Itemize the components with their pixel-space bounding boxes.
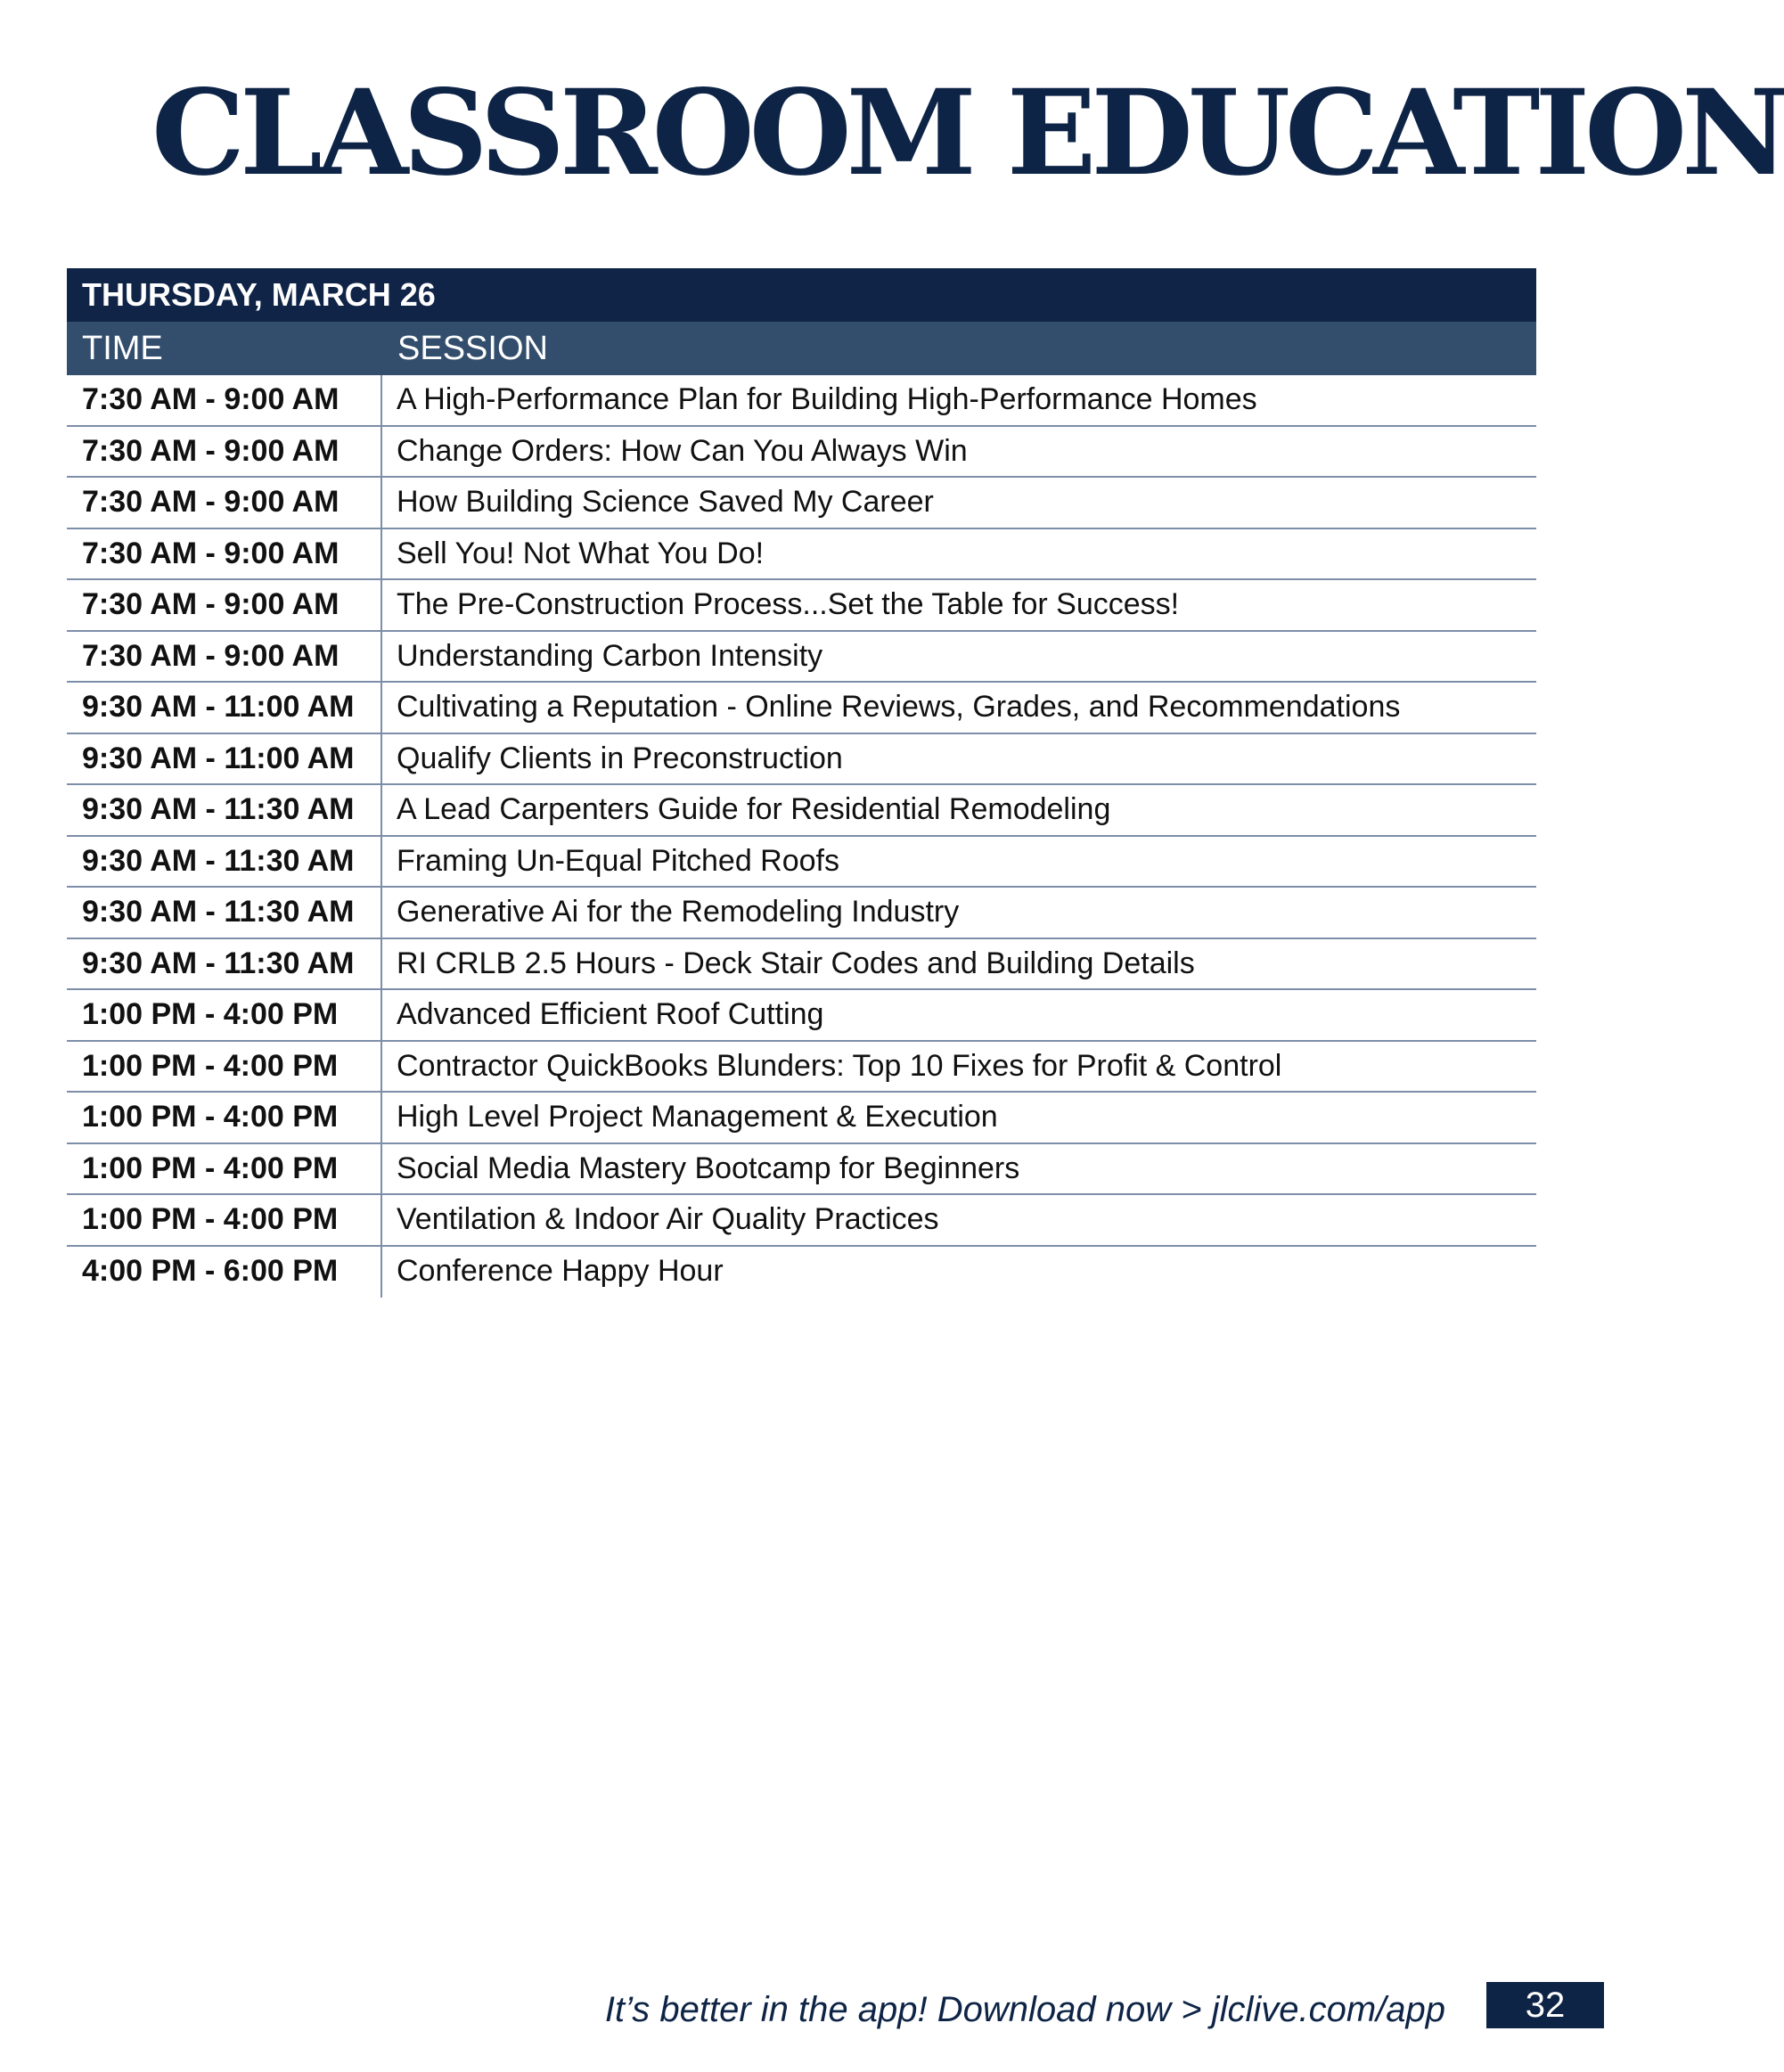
table-row — [67, 529, 1536, 581]
table-row — [67, 478, 1536, 529]
session-title: Conference Happy Hour — [397, 1253, 724, 1288]
table-row — [67, 683, 1536, 734]
table-row — [67, 990, 1536, 1042]
table-row — [67, 734, 1536, 786]
session-title: A Lead Carpenters Guide for Residential Remodeling — [397, 792, 1111, 826]
session-time: 7:30 AM - 9:00 AM — [67, 529, 382, 579]
session-time: 1:00 PM - 4:00 PM — [67, 990, 382, 1040]
table-row — [67, 580, 1536, 632]
session-title: Ventilation & Indoor Air Quality Practices — [397, 1202, 939, 1236]
table-row — [67, 1042, 1536, 1093]
session-title: Contractor QuickBooks Blunders: Top 10 Fixes for Profit & Control — [397, 1048, 1282, 1083]
day-header: THURSDAY, MARCH 26 — [67, 268, 1536, 322]
session-time: 1:00 PM - 4:00 PM — [67, 1195, 382, 1245]
table-row — [67, 939, 1536, 991]
session-title: Generative Ai for the Remodeling Industry — [397, 895, 960, 929]
schedule-table — [67, 268, 1536, 1298]
table-row — [67, 785, 1536, 837]
session-time: 7:30 AM - 9:00 AM — [67, 580, 382, 630]
app-download-tagline: It’s better in the app! Download now > jlclive.com/app — [604, 1990, 1445, 2029]
table-row — [67, 888, 1536, 939]
session-title: Sell You! Not What You Do! — [397, 536, 765, 570]
session-title: Framing Un-Equal Pitched Roofs — [397, 843, 840, 878]
table-row — [67, 1247, 1536, 1298]
time-column-header: TIME — [82, 330, 163, 367]
session-time: 7:30 AM - 9:00 AM — [67, 427, 382, 477]
table-row — [67, 632, 1536, 684]
table-row — [67, 1093, 1536, 1144]
session-title: Understanding Carbon Intensity — [397, 638, 823, 673]
session-title: High Level Project Management & Execution — [397, 1100, 998, 1134]
session-column-header: SESSION — [397, 330, 548, 367]
session-title: How Building Science Saved My Career — [397, 485, 934, 519]
session-title: Advanced Efficient Roof Cutting — [397, 997, 824, 1031]
page-title: CLASSROOM EDUCATION — [151, 64, 1784, 202]
session-title: Change Orders: How Can You Always Win — [397, 433, 968, 468]
page-number: 32 — [1486, 1982, 1604, 2028]
session-title: The Pre-Construction Process...Set the Table for Success! — [397, 587, 1180, 621]
session-time: 4:00 PM - 6:00 PM — [67, 1247, 382, 1298]
table-row — [67, 837, 1536, 889]
session-time: 9:30 AM - 11:00 AM — [67, 734, 382, 784]
session-title: Social Media Mastery Bootcamp for Beginners — [397, 1151, 1020, 1185]
session-title: Cultivating a Reputation - Online Reviews, Grades, and Recommendations — [397, 690, 1401, 724]
session-time: 9:30 AM - 11:30 AM — [67, 837, 382, 887]
session-time: 1:00 PM - 4:00 PM — [67, 1093, 382, 1142]
table-row — [67, 1144, 1536, 1196]
session-time: 9:30 AM - 11:30 AM — [67, 888, 382, 938]
session-time: 7:30 AM - 9:00 AM — [67, 632, 382, 682]
column-header-row — [67, 322, 1536, 375]
table-row — [67, 375, 1536, 427]
session-title: RI CRLB 2.5 Hours - Deck Stair Codes and Building Details — [397, 946, 1195, 980]
table-row — [67, 427, 1536, 479]
session-time: 1:00 PM - 4:00 PM — [67, 1144, 382, 1194]
schedule-rows — [67, 375, 1536, 1298]
table-row — [67, 1195, 1536, 1247]
session-time: 1:00 PM - 4:00 PM — [67, 1042, 382, 1092]
session-time: 9:30 AM - 11:30 AM — [67, 939, 382, 989]
session-time: 9:30 AM - 11:30 AM — [67, 785, 382, 835]
session-title: Qualify Clients in Preconstruction — [397, 741, 843, 775]
session-time: 7:30 AM - 9:00 AM — [67, 478, 382, 528]
session-title: A High-Performance Plan for Building High-Performance Homes — [397, 382, 1257, 416]
session-time: 9:30 AM - 11:00 AM — [67, 683, 382, 733]
session-time: 7:30 AM - 9:00 AM — [67, 375, 382, 425]
